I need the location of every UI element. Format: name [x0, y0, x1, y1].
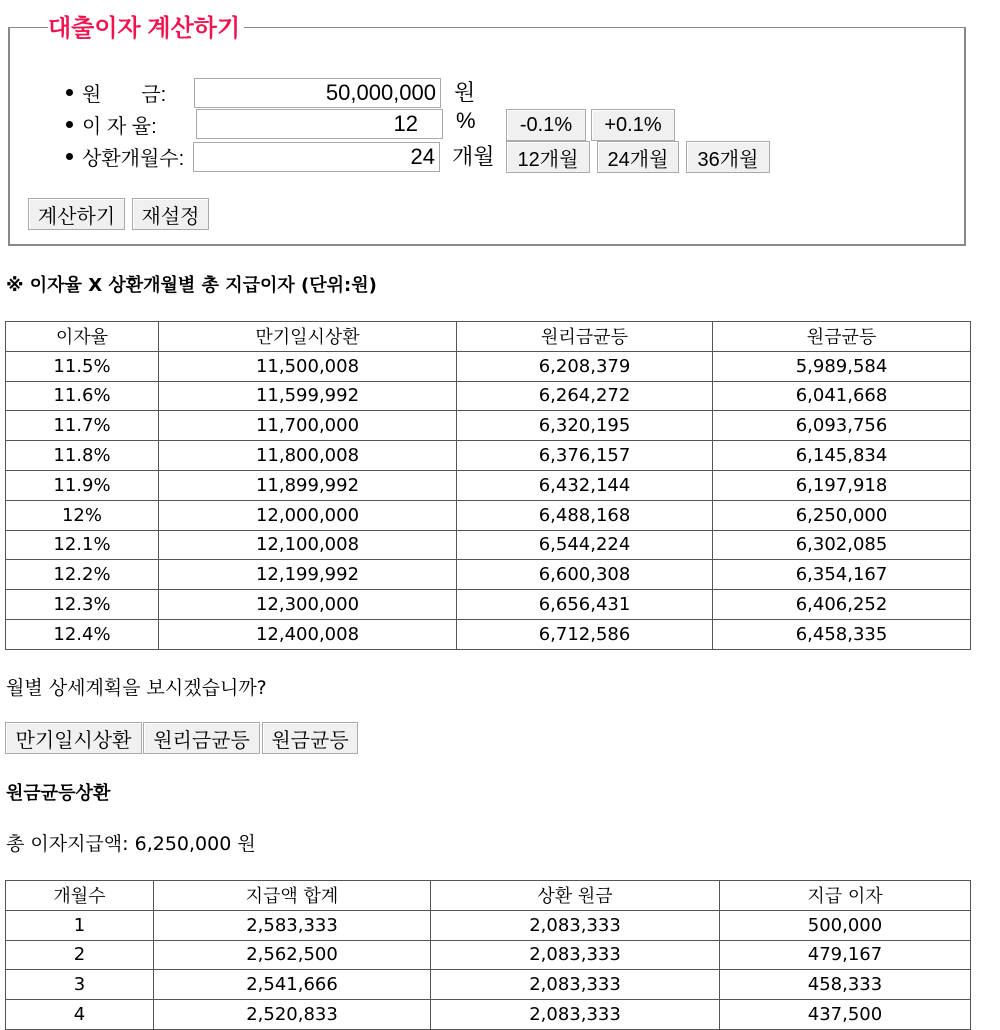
summary-heading: ※ 이자율 X 상환개월별 총 지급이자 (단위:원) [6, 275, 377, 296]
column-header: 지급 이자 [720, 881, 971, 911]
table-row [6, 351, 971, 381]
plan-equal-principal-button[interactable]: 원금균등 [262, 722, 358, 754]
table-cell: 12,300,000 [159, 590, 457, 620]
table-cell: 6,093,756 [713, 411, 971, 441]
months-row [66, 141, 184, 171]
table-cell: 11.7% [6, 411, 159, 441]
table-cell: 12,100,008 [159, 530, 457, 560]
table-row [6, 619, 971, 649]
table-row [6, 470, 971, 500]
table-header-row [6, 881, 971, 911]
months-label: 상환개월수: [82, 147, 185, 170]
table-cell: 6,488,168 [457, 500, 713, 530]
plan-equal-payment-button[interactable]: 원리금균등 [143, 722, 260, 754]
table-row [6, 411, 971, 441]
table-cell: 2,520,833 [154, 1000, 431, 1030]
table-cell: 12.3% [6, 590, 159, 620]
table-row [6, 940, 971, 970]
table-cell: 2,083,333 [431, 910, 720, 940]
principal-input[interactable] [194, 78, 441, 108]
table-cell: 12,000,000 [159, 500, 457, 530]
table-cell: 2,083,333 [431, 970, 720, 1000]
table-cell: 6,250,000 [713, 500, 971, 530]
principal-unit: 원 [454, 80, 476, 105]
column-header: 원금균등 [713, 322, 971, 352]
table-cell: 6,406,252 [713, 590, 971, 620]
summary-table [5, 321, 971, 650]
table-row [6, 530, 971, 560]
plan-table [5, 880, 971, 1030]
table-cell: 2 [6, 940, 154, 970]
calculator-title: 대출이자 계산하기 [48, 8, 244, 43]
plan-question: 월별 상세계획을 보시겠습니까? [6, 677, 267, 699]
table-cell: 12.2% [6, 560, 159, 590]
table-cell: 11,500,008 [159, 351, 457, 381]
table-row [6, 970, 971, 1000]
reset-button[interactable]: 재설정 [132, 198, 209, 230]
table-cell: 6,197,918 [713, 470, 971, 500]
months-unit: 개월 [452, 144, 495, 169]
plan-total-interest: 총 이자지급액: 6,250,000 원 [6, 833, 256, 855]
table-cell: 12% [6, 500, 159, 530]
table-row [6, 560, 971, 590]
table-cell: 11,700,000 [159, 411, 457, 441]
table-cell: 6,354,167 [713, 560, 971, 590]
table-cell: 11,899,992 [159, 470, 457, 500]
months-36-button[interactable]: 36개월 [686, 141, 770, 173]
principal-label: 원 금: [82, 83, 167, 106]
rate-row [66, 109, 157, 139]
plan-title: 원금균등상환 [6, 783, 111, 804]
table-cell: 11.5% [6, 351, 159, 381]
table-cell: 3 [6, 970, 154, 1000]
table-row [6, 441, 971, 471]
table-cell: 11.9% [6, 470, 159, 500]
rate-unit: % [456, 108, 476, 133]
table-cell: 6,600,308 [457, 560, 713, 590]
table-cell: 6,712,586 [457, 619, 713, 649]
column-header: 원리금균등 [457, 322, 713, 352]
bullet-icon [66, 89, 73, 96]
table-cell: 2,083,333 [431, 1000, 720, 1030]
table-cell: 6,208,379 [457, 351, 713, 381]
table-cell: 6,041,668 [713, 381, 971, 411]
table-cell: 1 [6, 910, 154, 940]
months-12-button[interactable]: 12개월 [506, 141, 590, 173]
table-cell: 2,583,333 [154, 910, 431, 940]
months-input[interactable] [193, 142, 440, 172]
table-row [6, 910, 971, 940]
table-cell: 479,167 [720, 940, 971, 970]
plan-bullet-button[interactable]: 만기일시상환 [5, 722, 142, 754]
bullet-icon [66, 153, 73, 160]
table-cell: 5,989,584 [713, 351, 971, 381]
rate-input[interactable] [196, 109, 443, 139]
table-cell: 11.8% [6, 441, 159, 471]
table-cell: 2,083,333 [431, 940, 720, 970]
table-cell: 4 [6, 1000, 154, 1030]
table-cell: 6,145,834 [713, 441, 971, 471]
column-header: 개월수 [6, 881, 154, 911]
table-header-row [6, 322, 971, 352]
table-cell: 6,458,335 [713, 619, 971, 649]
calculate-button[interactable]: 계산하기 [28, 198, 125, 230]
table-cell: 458,333 [720, 970, 971, 1000]
bullet-icon [66, 121, 73, 128]
rate-plus-button[interactable]: +0.1% [591, 109, 675, 141]
table-row [6, 500, 971, 530]
table-cell: 12,199,992 [159, 560, 457, 590]
table-cell: 11,599,992 [159, 381, 457, 411]
rate-minus-button[interactable]: -0.1% [506, 109, 586, 141]
table-cell: 2,541,666 [154, 970, 431, 1000]
months-24-button[interactable]: 24개월 [597, 141, 679, 173]
table-cell: 6,432,144 [457, 470, 713, 500]
table-cell: 11.6% [6, 381, 159, 411]
table-cell: 12.4% [6, 619, 159, 649]
table-cell: 437,500 [720, 1000, 971, 1030]
table-cell: 11,800,008 [159, 441, 457, 471]
column-header: 상환 원금 [431, 881, 720, 911]
table-row [6, 590, 971, 620]
table-cell: 12.1% [6, 530, 159, 560]
table-cell: 500,000 [720, 910, 971, 940]
table-cell: 6,302,085 [713, 530, 971, 560]
table-cell: 6,656,431 [457, 590, 713, 620]
table-row [6, 381, 971, 411]
column-header: 지급액 합계 [154, 881, 431, 911]
table-cell: 6,264,272 [457, 381, 713, 411]
table-cell: 6,376,157 [457, 441, 713, 471]
table-cell: 6,544,224 [457, 530, 713, 560]
principal-row [66, 77, 166, 107]
rate-label: 이 자 율: [82, 115, 157, 138]
column-header: 이자율 [6, 322, 159, 352]
table-cell: 12,400,008 [159, 619, 457, 649]
table-cell: 6,320,195 [457, 411, 713, 441]
table-cell: 2,562,500 [154, 940, 431, 970]
column-header: 만기일시상환 [159, 322, 457, 352]
